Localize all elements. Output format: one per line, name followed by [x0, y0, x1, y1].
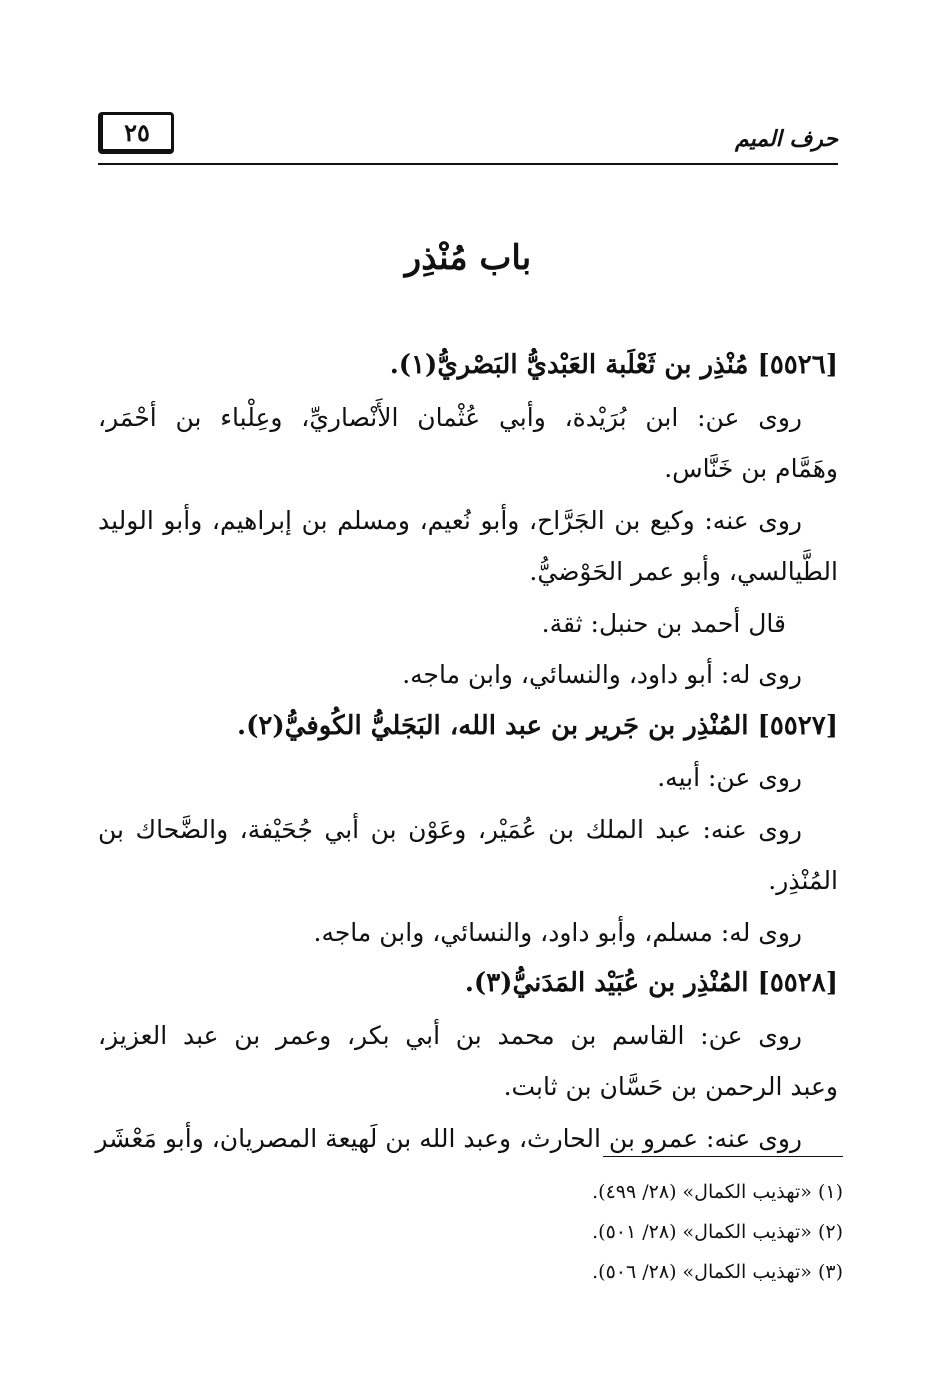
text-line: روى له: مسلم، وأبو داود، والنسائي، وابن ماجه. [313, 917, 802, 947]
page-header [98, 112, 838, 168]
footnote-3: (٣) «تهذيب الكمال» (٢٨/ ٥٠٦). [592, 1261, 843, 1283]
entry-heading-5527: [٥٥٢٧] المُنْذِر بن جَرير بن عبد الله، البَجَليُّ الكُوفيُّ(٢). [237, 710, 838, 741]
body-text [95, 340, 838, 1164]
text-line: الطَّيالسي، وأبو عمر الحَوْضيُّ. [529, 557, 838, 586]
text-line: روى عنه: عبد الملك بن عُمَيْر، وعَوْن بن أبي جُحَيْفة، والضَّحاك بن [98, 814, 802, 844]
footnote-rule [603, 1156, 843, 1157]
text-line: روى عن: أبيه. [657, 763, 802, 792]
footnote-1: (١) «تهذيب الكمال» (٢٨/ ٤٩٩). [592, 1181, 843, 1203]
text-line: وعبد الرحمن بن حَسَّان بن ثابت. [503, 1072, 838, 1101]
text-line: روى له: أبو داود، والنسائي، وابن ماجه. [402, 660, 802, 689]
entry-heading-5526: [٥٥٢٦] مُنْذِر بن ثَعْلَبة العَبْديُّ البَصْريُّ(١). [389, 350, 838, 380]
text-line: المُنْذِر. [768, 866, 838, 895]
text-line: روى عنه: عمرو بن الحارث، وعبد الله بن لَهيعة المصريان، وأبو مَعْشَر [95, 1123, 802, 1153]
running-head: حرف الميم [734, 126, 838, 152]
page-number: ٢٥ [124, 117, 150, 147]
text-line: روى عن: ابن بُرَيْدة، وأبي عُثْمان الأَنْصاريِّ، وعِلْباء بن أحْمَر، [98, 402, 802, 432]
page-number-box [98, 112, 174, 154]
text-line: روى عن: القاسم بن محمد بن أبي بكر، وعمر بن عبد العزيز، [98, 1020, 802, 1050]
text-line: قال أحمد بن حنبل: ثقة. [541, 608, 786, 638]
header-rule [98, 163, 838, 165]
footnote-2: (٢) «تهذيب الكمال» (٢٨/ ٥٠١). [592, 1221, 843, 1243]
text-line: وهَمَّام بن خَنَّاس. [664, 454, 838, 483]
entry-heading-5528: [٥٥٢٨] المُنْذِر بن عُبَيْد المَدَنيُّ(٣). [464, 968, 838, 998]
footnotes [103, 1172, 843, 1292]
text-line: روى عنه: وكيع بن الجَرَّاح، وأبو نُعيم، ومسلم بن إبراهيم، وأبو الوليد [98, 505, 802, 535]
chapter-title: باب مُنْذِر [404, 238, 532, 278]
